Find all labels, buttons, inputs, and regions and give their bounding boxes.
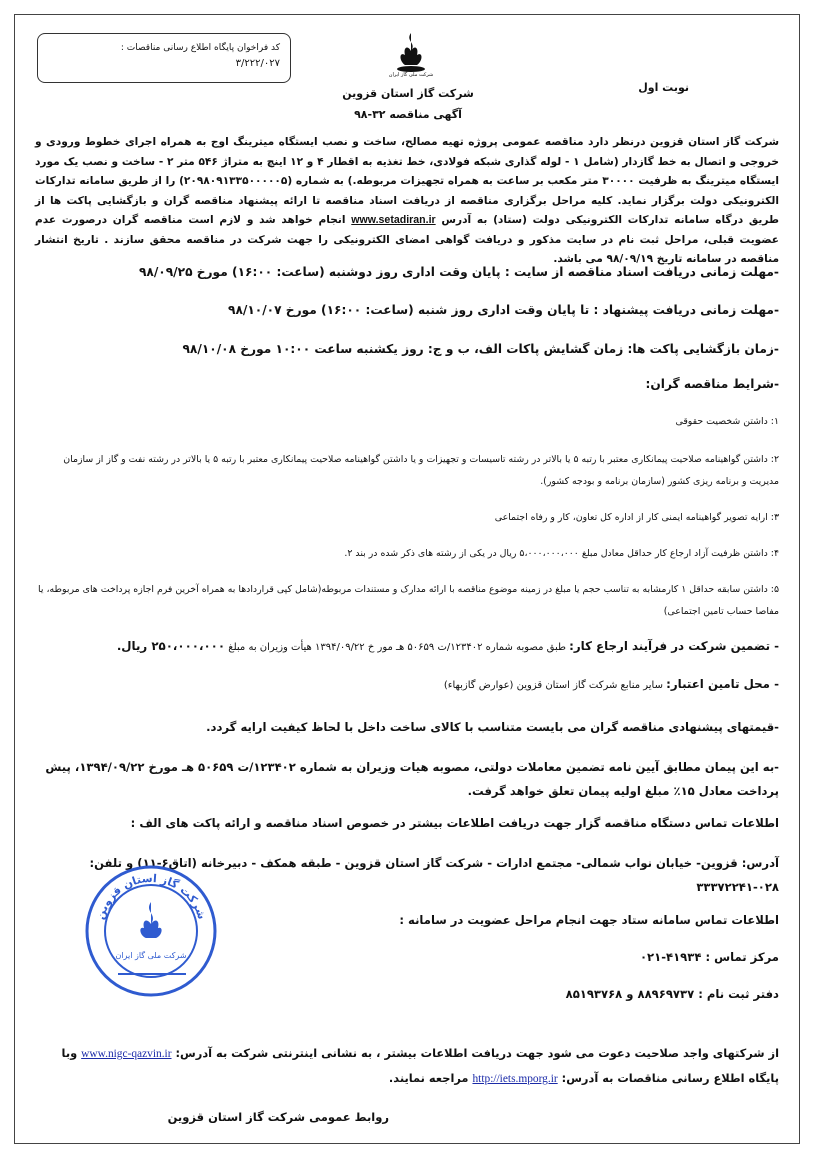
iets-website-link[interactable]: http://iets.mporg.ir — [472, 1073, 558, 1085]
signature-line: روابط عمومی شرکت گاز استان قزوین — [167, 1110, 389, 1124]
condition-item: ۱: داشتن شخصیت حقوقی — [675, 416, 779, 427]
guarantee-text: طبق مصوبه شماره ۱۲۳۴۰۲/ت ۵۰۶۵۹ هـ مور خ ۱۳۹۴/۰۹/۲۲ هیأت وزیران به مبلغ — [228, 642, 566, 653]
condition-item: ۵: داشتن سابقه حداقل ۱ کارمشابه به تناسب حجم یا مبلغ در زمینه موضوع مناقصه با ارائه مدارک و مستندات مربوطه(شامل کپی قراردادها به همراه آخرین فرم اجازه پرداخت های مربوطه، یا مفاصا حساب تامین اجتماعی) — [38, 584, 779, 617]
call-center: مرکز تماس : ۴۱۹۳۴-۰۲۱ — [639, 950, 779, 964]
company-stamp-icon — [82, 862, 220, 1000]
closing-text-1: از شرکتهای واجد صلاحیت دعوت می شود جهت دریافت اطلاعات بیشتر ، به نشانی اینترنتی شرکت به آدرس: — [175, 1046, 779, 1060]
prepayment-note: -به این پیمان مطابق آیین نامه تضمین معاملات دولتی، مصوبه هیات وزیران به شماره ۱۲۳۴۰۲/ت ۵۰۶۵۹ هـ مورخ ۱۳۹۴/۰۹/۲۲، پیش پرداخت معادل ۱۵٪ مبلغ اولیه پیمان تعلق خواهد گرفت. — [45, 760, 779, 798]
setad-url: www.setadiran.ir — [351, 214, 436, 226]
notice-title: آگهی مناقصه ۳۲-۹۸ — [354, 108, 462, 121]
setad-contact-title: اطلاعات تماس سامانه ستاد جهت انجام مراحل عضویت در سامانه : — [399, 913, 779, 927]
address-text: آدرس: قزوین- خیابان نواب شمالی- مجتمع ادارات - شرکت گاز استان قزوین - طبقه همکف - دبیرخانه (اتاق۶-۱۱) و تلفن: — [89, 856, 779, 870]
guarantee-label: - تضمین شرکت در فرآیند ارجاع کار: — [569, 639, 779, 653]
closing-text-2: وبا پایگاه اطلاع رسانی مناقصات به آدرس: — [61, 1046, 779, 1085]
tender-code-box — [37, 33, 291, 83]
nigc-flame-logo-icon — [391, 31, 431, 75]
turn-label: نوبت اول — [638, 81, 689, 94]
funding-text: سایر منابع شرکت گاز استان قزوین (عوارض گازبهاء) — [443, 680, 663, 691]
proposals-deadline: -مهلت زمانی دریافت پیشنهاد : تا پایان وقت اداری روز شنبه (ساعت: ۱۶:۰۰) مورخ ۹۸/۱۰/۰۷ — [228, 303, 779, 317]
intro-text-2: انجام خواهد شد و لازم است مناقصه گران درصورت عدم عضویت قبلی، مراحل ثبت نام در سایت مذکور و دریافت گواهی امضای الکترونیکی را جهت شرکت در مناقصه محقق سازند . تاریخ انتشار مناقصه در سامانه تاریخ ۹۸/۰۹/۱۹ می باشد. — [35, 214, 779, 265]
closing-text-3: مراجعه نمایند. — [388, 1071, 469, 1085]
company-title: شرکت گاز استان قزوین — [342, 87, 474, 100]
intro-paragraph — [35, 133, 779, 270]
funding-label: - محل تامین اعتبار: — [666, 677, 779, 691]
funding-line — [35, 677, 779, 691]
tender-code-value: ۳/۲۲۲/۰۲۷ — [235, 58, 280, 69]
tender-code-label: کد فراخوان پایگاه اطلاع رسانی مناقصات : — [120, 43, 280, 53]
stamp-ring-text: شرکت گاز استان قزوین — [93, 871, 209, 922]
condition-item: ۲: داشتن گواهینامه صلاحیت پیمانکاری معتبر با رتبه ۵ یا بالاتر در رشته تاسیسات و تجهیزات و یا داشتن گواهینامه صلاحیت پیمانکاری معتبر با رتبه ۵ یا بالاتر در رشته نفت و گاز از سازمان مدیریت و برنامه ریزی کشور (سازمان برنامه و بودجه کشور). — [63, 454, 779, 487]
quality-note: -قیمتهای پیشنهادی مناقصه گران می بایست متناسب با کالای ساخت داخل با لحاظ کیفیت ارایه گردد. — [206, 720, 779, 734]
phone-number: ۰۲۸-۳۳۳۷۲۲۴۱ — [696, 880, 779, 894]
docs-deadline: -مهلت زمانی دریافت اسناد مناقصه از سایت : پایان وقت اداری روز دوشنبه (ساعت: ۱۶:۰۰) مورخ ۹۸/۰۹/۲۵ — [138, 265, 779, 279]
stamp-inner-text: شرکت ملی گاز ایران — [115, 951, 187, 960]
guarantee-amount: ۲۵۰،۰۰۰،۰۰۰ ریال. — [116, 639, 226, 653]
intro-text-1: شرکت گاز استان قزوین درنظر دارد مناقصه عمومی پروژه تهیه مصالح، ساخت و نصب ایستگاه میترینگ اوج به همراه اجرای خطوط ورودی و خروجی و اتصال به خط گازدار (شامل ۱ - لوله گذاری شبکه فولادی، خط تغذیه به اقطار ۴ و ۱۲ اینچ به متراژ ۵۴۶ متر ۲ - ساخت و نصب یک مورد ایستگاه میترینگ به ظرفیت ۳۰۰۰۰ متر مکعب بر ساعت به همراه تجهیزات مربوطه.) به شماره (۲۰۹۸۰۹۱۳۳۵۰۰۰۰۰۵) را از طریق سامانه تدارکات الکترونیکی دولت برگزار نماید. کلیه مراحل برگزاری مناقصه از دریافت اسناد مناقصه تا ارائه پیشنهاد مناقصه گران و بازگشایی پاکت ها از طریق درگاه سامانه تدارکات الکترونیکی دولت (ستاد) به آدرس — [35, 136, 779, 226]
condition-item: ۳: ارایه تصویر گواهینامه ایمنی کار از اداره کل تعاون، کار و رفاه اجتماعی — [494, 512, 779, 523]
opening-time: -زمان بازگشایی پاکت ها: زمان گشایش پاکات الف، ب و ج: روز یکشنبه ساعت ۱۰:۰۰ مورخ ۹۸/۱۰/۰۸ — [182, 342, 779, 356]
guarantee-line — [35, 639, 779, 653]
condition-item: ۴: داشتن ظرفیت آزاد ارجاع کار حداقل معادل مبلغ ۵،۰۰۰،۰۰۰،۰۰۰ ریال در یکی از رشته های ذکر شده در بند ۲. — [344, 548, 779, 559]
conditions-title: -شرایط مناقصه گران: — [645, 377, 779, 391]
contact-title: اطلاعات تماس دستگاه مناقصه گزار جهت دریافت اطلاعات بیشتر در خصوص اسناد مناقصه و ارائه پاکت های الف : — [130, 816, 779, 830]
closing-paragraph — [35, 1041, 779, 1091]
company-website-link[interactable]: www.nigc-qazvin.ir — [81, 1048, 172, 1060]
logo-caption: شرکت ملی گاز ایران — [388, 72, 434, 78]
registration-office: دفتر ثبت نام : ۸۸۹۶۹۷۳۷ و ۸۵۱۹۳۷۶۸ — [565, 987, 779, 1001]
